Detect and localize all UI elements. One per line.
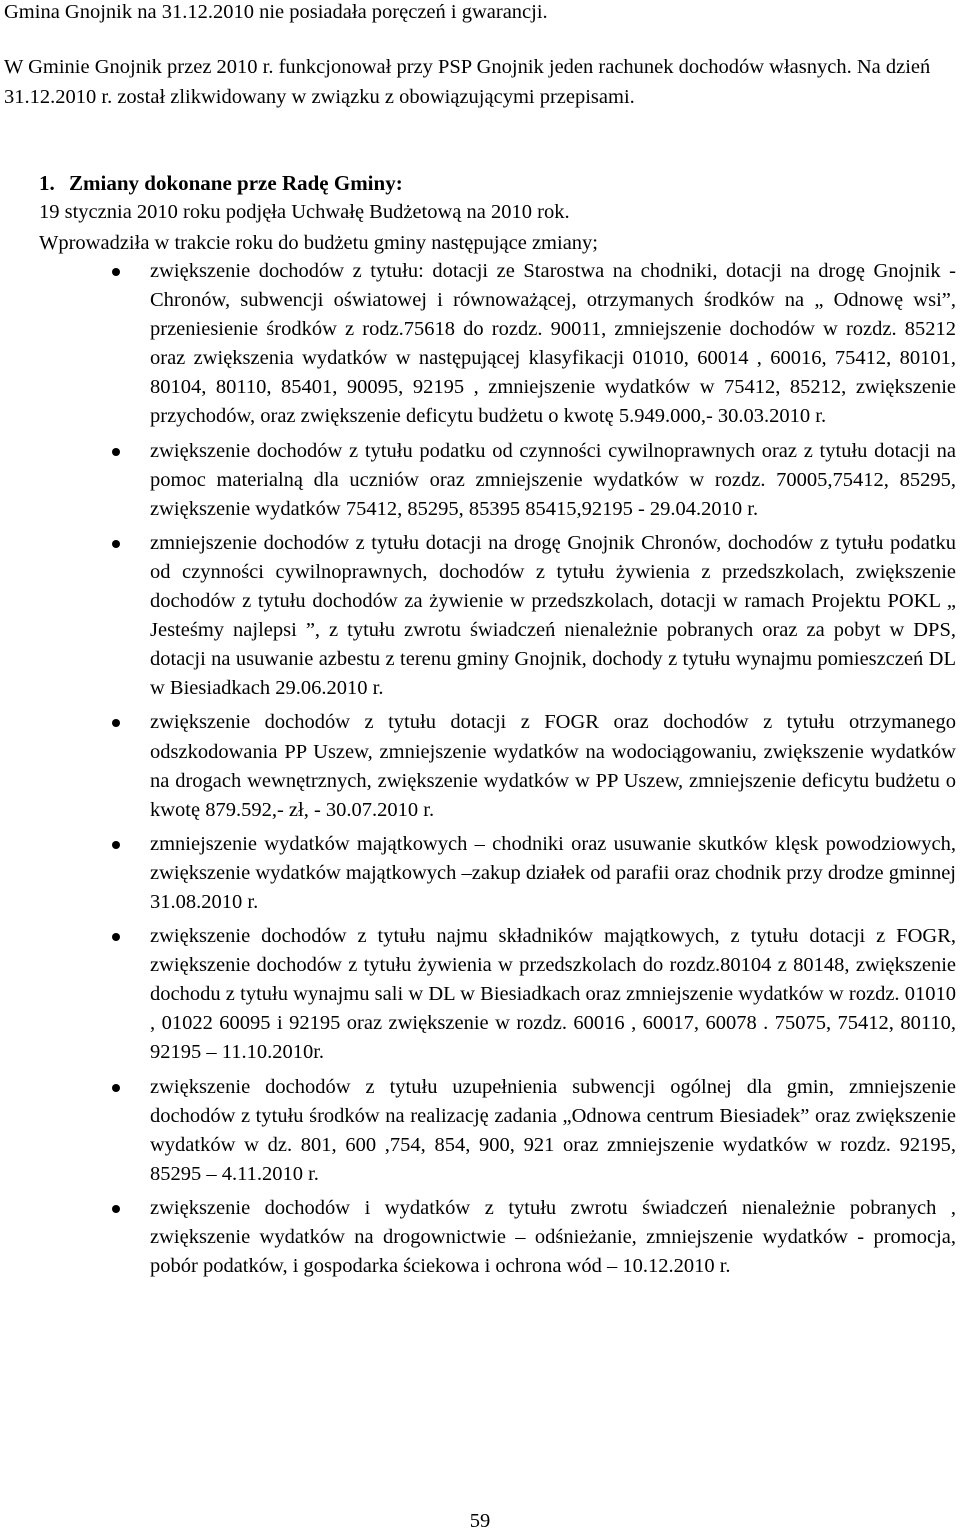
list-item [150,922,956,1067]
list-item-text: zwiększenie dochodów z tytułu dotacji z FOGR oraz dochodów z tytułu otrzymanego odszkodowania PP Uszew, zmniejszenie wydatków na wodociągowaniu, zwiększenie wydatków na drogach wewnętrznych, zwiększenie wydatków w PP Uszew, zmniejszenie deficytu budżetu o kwotę 879.592,- zł, - 30.07.2010 r. [150,711,956,821]
list-item-text: zmniejszenie dochodów z tytułu dotacji na drogę Gnojnik Chronów, dochodów z tytułu podatku od czynności cywilnoprawnych, dochodów z tytułu żywienia z przedszkolach, zwiększenie dochodów z tytułu dochodów za żywienie w przedszkolach, dotacji w ramach Projektu POKL „ Jesteśmy najlepsi ”, z tytułu zwrotu świadczeń nienależnie pobranych oraz za pobyt w DPS, dotacji na usuwanie azbestu z terenu gminy Gnojnik, dochody z tytułu wynajmu pomieszczeń DL w Biesiadkach 29.06.2010 r. [150,531,956,700]
bullet-icon [112,540,120,548]
list-item [150,1073,956,1189]
bullet-icon [112,1084,120,1092]
list-item-text: zmniejszenie wydatków majątkowych – chodniki oraz usuwanie skutków klęsk powodziowych, zwiększenie wydatków majątkowych –zakup działek od parafii oraz chodnik przy drodze gminnej 31.08.2010 r. [150,832,956,913]
changes-intro: Wprowadziła w trakcie roku do budżetu gminy następujące zmiany; [39,232,598,254]
section-heading [39,168,403,198]
bullet-icon [112,841,120,849]
list-item [150,529,956,704]
list-item-text: zwiększenie dochodów i wydatków z tytułu zwrotu świadczeń nienależnie pobranych , zwiększenie wydatków na drogownictwie – odśnieżanie, zmniejszenie wydatków - promocja, pobór podatków, i gospodarka ściekowa i ochrona wód – 10.12.2010 r. [150,1196,956,1278]
section-title: Zmiany dokonane prze Radę Gminy: [69,171,403,195]
bullet-icon [112,1205,120,1213]
budget-resolution-line: 19 stycznia 2010 roku podjęła Uchwałę Budżetową na 2010 rok. [39,201,570,223]
list-item-text: zwiększenie dochodów z tytułu podatku od czynności cywilnoprawnych oraz z tytułu dotacji na pomoc materialną dla uczniów oraz zmniejszenie wydatków w rozdz. 70005,75412, 85295, zwiększenie wydatków 75412, 85295, 85395 85415,92195 - 29.04.2010 r. [150,439,956,520]
list-item-text: zwiększenie dochodów z tytułu uzupełnienia subwencji ogólnej dla gmin, zmniejszenie dochodów z tytułu środków na realizację zadania „Odnowa centrum Biesiadek” oraz zwiększenie wydatków w dz. 801, 600 ,754, 854, 900, 921 oraz zmniejszenie wydatków w rozdz. 92195, 85295 – 4.11.2010 r. [150,1075,956,1185]
bank-account-paragraph: W Gminie Gnojnik przez 2010 r. funkcjonował przy PSP Gnojnik jeden rachunek dochodów własnych. Na dzień 31.12.2010 r. został zlikwidowany w związku z obowiązującymi przepisami. [4,56,931,108]
bullet-icon [112,448,120,456]
list-item [150,708,956,824]
list-item [150,437,956,524]
list-item [150,1194,956,1281]
bullet-icon [112,933,120,941]
bullet-icon [112,719,120,727]
page-number: 59 [469,1510,491,1532]
guarantees-paragraph: Gmina Gnojnik na 31.12.2010 nie posiadała poręczeń i gwarancji. [4,1,548,23]
list-item-text: zwiększenie dochodów z tytułu najmu składników majątkowych, z tytułu dotacji z FOGR, zwiększenie dochodów z tytułu żywienia w przedszkolach do rozdz.80104 z 80148, zwiększenie dochodu z tytułu wynajmu sali w DL w Biesiadkach oraz zmniejszenie wydatków w rozdz. 01010 , 01022 60095 i 92195 oraz zwiększenie w rozdz. 60016 , 60017, 60078 . 75075, 75412, 80110, 92195 – 11.10.2010r. [150,925,956,1064]
section-number: 1. [39,171,55,195]
list-item-text: zwiększenie dochodów z tytułu: dotacji ze Starostwa na chodniki, dotacji na drogę Gnojnik - Chronów, subwencji oświatowej i równoważącej, otrzymanych środków na „ Odnowę wsi”, przeniesienie środków z rodz.75618 do rozdz. 90011, zmniejszenie dochodów w rozdz. 85212 oraz zwiększenia wydatków w następującej klasyfikacji 01010, 60014 , 60016, 75412, 80101, 80104, 80110, 85401, 90095, 92195 , zmniejszenie wydatków w 75412, 85212, zwiększenie przychodów, oraz zwiększenie deficytu budżetu o kwotę 5.949.000,- 30.03.2010 r. [150,260,956,428]
changes-list [0,257,960,1286]
list-item [150,830,956,917]
list-item [150,257,956,432]
bullet-icon [112,268,120,276]
